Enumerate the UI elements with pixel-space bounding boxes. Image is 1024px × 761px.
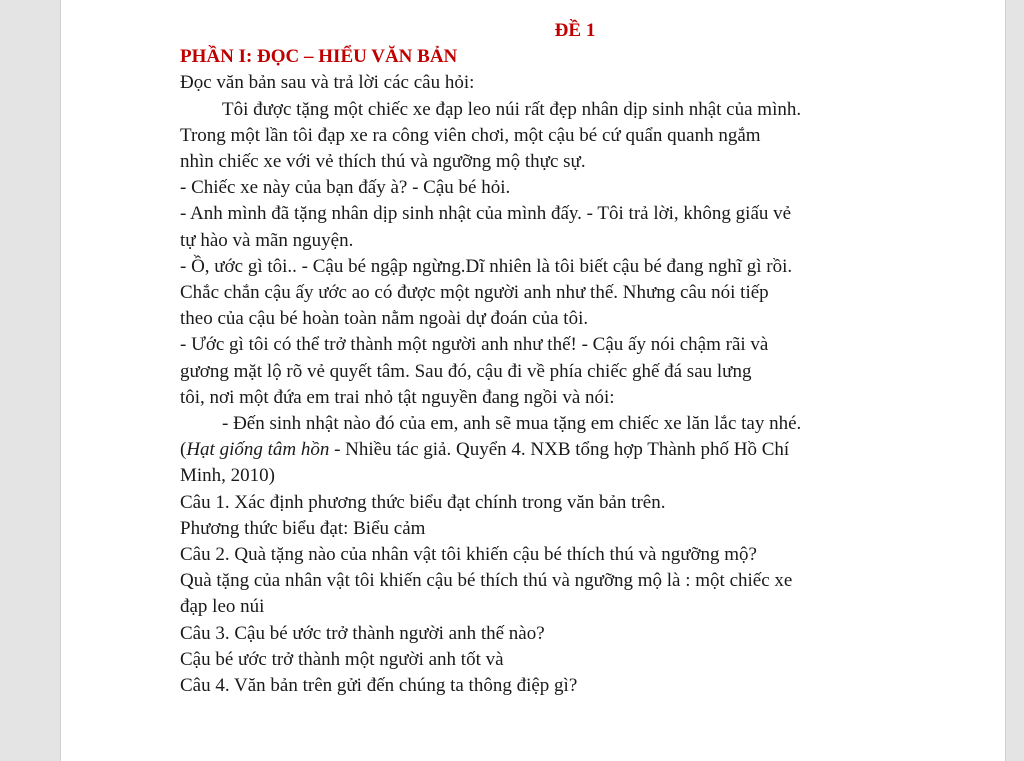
answer-2-cont: đạp leo núi — [180, 596, 265, 618]
text-line: gương mặt lộ rõ vẻ quyết tâm. Sau đó, cậu đi về phía chiếc ghế đá sau lưng — [180, 360, 752, 382]
text-line: - Anh mình đã tặng nhân dịp sinh nhật của mình đấy. - Tôi trả lời, không giấu vẻ — [180, 203, 792, 225]
citation-line-2: Minh, 2010) — [180, 465, 275, 487]
text-line: Trong một lần tôi đạp xe ra công viên chơi, một cậu bé cứ quẩn quanh ngắm — [180, 124, 761, 146]
text-line: - Ước gì tôi có thể trở thành một người anh như thế! - Cậu ấy nói chậm rãi và — [180, 334, 769, 356]
text-line: Tôi được tặng một chiếc xe đạp leo núi rất đẹp nhân dịp sinh nhật của mình. — [222, 98, 802, 120]
section-heading: PHẦN I: ĐỌC – HIỂU VĂN BẢN — [180, 46, 458, 68]
citation-open: ( — [180, 439, 187, 461]
instruction-line: Đọc văn bản sau và trả lời các câu hỏi: — [180, 72, 475, 94]
text-line: theo của cậu bé hoàn toàn nằm ngoài dự đoán của tôi. — [180, 308, 589, 330]
text-line: - Đến sinh nhật nào đó của em, anh sẽ mua tặng em chiếc xe lăn lắc tay nhé. — [222, 413, 802, 435]
text-line: - Ồ, ước gì tôi.. - Cậu bé ngập ngừng.Dĩ nhiên là tôi biết cậu bé đang nghĩ gì rồi. — [180, 255, 793, 277]
text-line: tôi, nơi một đứa em trai nhỏ tật nguyền đang ngồi và nói: — [180, 386, 615, 408]
question-1: Câu 1. Xác định phương thức biểu đạt chính trong văn bản trên. — [180, 491, 666, 513]
citation-rest: - Nhiều tác giả. Quyển 4. NXB tổng hợp Thành phố Hồ Chí — [329, 439, 790, 461]
text-line: tự hào và mãn nguyện. — [180, 229, 354, 251]
text-line: Chắc chắn cậu ấy ước ao có được một người anh như thế. Nhưng câu nói tiếp — [180, 282, 769, 304]
right-scroll-gutter[interactable] — [1006, 0, 1024, 761]
citation-line — [180, 437, 960, 463]
document-body — [180, 18, 960, 699]
question-3: Câu 3. Cậu bé ước trở thành người anh thế nào? — [180, 622, 545, 644]
left-gutter — [0, 0, 60, 761]
answer-3: Cậu bé ước trở thành một người anh tốt và — [180, 648, 504, 670]
answer-1: Phương thức biểu đạt: Biểu cảm — [180, 517, 426, 539]
answer-2: Quà tặng của nhân vật tôi khiến cậu bé thích thú và ngưỡng mộ là : một chiếc xe — [180, 570, 793, 592]
citation-title: Hạt giống tâm hồn — [186, 439, 330, 461]
question-4: Câu 4. Văn bản trên gửi đến chúng ta thông điệp gì? — [180, 675, 578, 697]
document-title: ĐỀ 1 — [554, 20, 596, 41]
document-page[interactable] — [60, 0, 1006, 761]
text-line: nhìn chiếc xe với vẻ thích thú và ngưỡng mộ thực sự. — [180, 151, 586, 173]
question-2: Câu 2. Quà tặng nào của nhân vật tôi khiến cậu bé thích thú và ngưỡng mộ? — [180, 544, 757, 566]
text-line: - Chiếc xe này của bạn đấy à? - Cậu bé hỏi. — [180, 177, 511, 199]
